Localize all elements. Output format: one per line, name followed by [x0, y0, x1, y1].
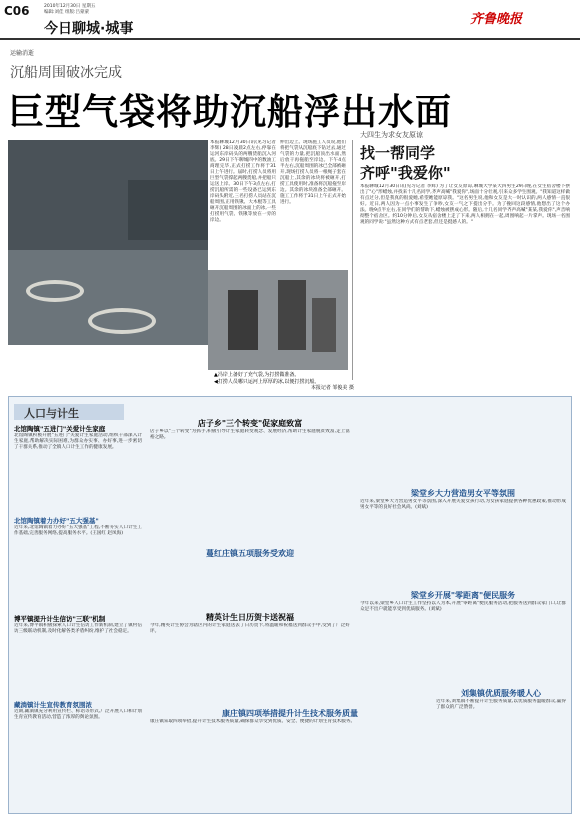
center-story-head: 店子乡"三个转变"促家庭致富: [197, 419, 303, 428]
left-story-body: 北馆陶镇积极开展"五进门"关爱计生家庭活动,组织干部深入计生家庭,帮助解决实际困难,为群众办实事、办好事,进一步密切了干群关系,推动了全镇人口计生工作的健康发展。: [14, 433, 142, 450]
story-col-1: 本报聊城12月30日讯(见习记者 李辉) 28日凌晨2点左右,停靠在运河东岸码头的两艘货船沉入河底。29日下午聊城四中的数油工商理完毕,正式打捞工作将于31日上午进行。届时,打捞人员将用巨型气袋撑起两艘货船,并把船只运送上岸。30日下午3点左右,打捞沉船所需的一些设备已运到东岸码头附近,三名打捞人员站在沉船周围,正用铁锹、大木棍等工具砸开沉船周围的冰面上的冰,一些打捞用气袋、铁锹等放在一旁的岸边。: [210, 140, 276, 223]
person-headline-2: 齐呼"我爱你": [360, 164, 451, 182]
left-story-head: 北馆陶镇着力办好"五大强基": [14, 517, 99, 525]
airbag-ring: [88, 308, 156, 334]
left-story: [14, 614, 142, 687]
right-story-head: 刘集镇优质服务暖人心: [461, 689, 541, 698]
box-title: 人口与计生: [24, 407, 79, 420]
left-story-head: 博平镇提升计生信访"三联"机制: [14, 615, 106, 623]
caption-line-2: ◀打捞人员哪只运河上厚厚的冰,以便打捞沉船。: [214, 378, 320, 385]
center-story: [150, 418, 350, 535]
right-story-body: 近年来,梁堂乡大力营造男女平等氛围,深入开展关爱女孩行动,为女孩家庭提供各种优惠政策,推动形成男女平等的良好社会风尚。(刘斌): [360, 499, 566, 510]
mid-story-body: 今年,精英计生协会为辖区内的计生家庭送去了日历贺卡,将温暖和祝福送到群众手中,受到了广泛好评。: [150, 623, 350, 634]
right-story-body: 近年来,刘集镇不断提升计生服务质量,以优质服务温暖群众,赢得了群众的广泛赞誉。: [436, 699, 566, 710]
person-body: 本报聊城12月30日讯(见习记者 李辉) 为了让女友原谅,聊城大学某大四男生29日晚,在女生宿舍楼下摆出了"心"形蜡烛,并找来十几名同学,齐声高喊"我爱你",场面十分壮观,引来众多学生围观。"我知道这样做有点过分,但是我真的很爱她,希望她能原谅我。"这名男生说,他和女友是大一时认识的,两人感情一直很好。近日,两人因为一点小事发生了争吵,女友一气之下提出分手。为了挽回这段感情,他想出了这个办法。晚9点半左右,在同学们的帮助下,蜡烛被摆成心形。随后,十几名同学齐声高喊"某某,我爱你",声音响彻整个宿舍区。约10分钟后,女友从宿舍楼上走了下来,两人相拥在一起,周围响起一片掌声。现场一名围观的同学说:"虽然这种方式有点老套,但还是挺感人的。": [360, 184, 570, 225]
box-title-bar: [14, 404, 124, 420]
right-story: [360, 426, 566, 482]
caption-line-1: ▲冯岸上备好了充气袋,为打捞做准备。: [214, 372, 300, 378]
right-story: [436, 688, 566, 807]
newspaper-logo: 齐鲁晚报: [470, 12, 523, 27]
person-headline-1: 找一帮同学: [360, 144, 436, 162]
airbag-ring: [26, 280, 84, 302]
bottom-story: [150, 708, 430, 815]
story-col-2: 伸出边上。现场施工人员说,他们将把气袋从沉船底下钻过去,通过气袋的力量,把沉船顶出水面,然后放干再拖船至岸边。下午4点半左右,沉船周围的冰已全部被砸开,现场打捞人员将一根绳子套在沉船上,其余的冰块将被砸开,打捞工具使用时,准备将沉船拖至岸边。其余的冰块准备全部砸开。施工工作将于31日上午正式开始进行。: [280, 140, 346, 205]
right-story-body: 今年以来,梁堂乡人口计生工作坚持以人为本,开展"零距离"便民服务活动,把服务送到群众家门口,让群众足不出户就能享受到优质服务。(刘斌): [360, 601, 566, 612]
ribbon-1-body: [150, 560, 350, 600]
main-photo: [8, 140, 208, 345]
left-story-body: 近年来,北馆陶镇着力办好"五大强基"工程,不断夯实人口计生工作基础,完善服务网络,提高服务水平。(王国红 赵凤海): [14, 525, 142, 536]
center-story-body: 店子乡以"三个转变"为抓手,积极引导计生家庭转变观念、发展经济,帮助计生家庭脱贫致富,走上富裕之路。: [150, 429, 350, 440]
bottom-story-body: 康庄镇采取四项举措,提升计生技术服务质量,确保群众享受到优质、安全、便捷的计划生育技术服务。: [150, 719, 356, 724]
left-story-head: 北馆陶镇"五进门"关爱计生家庭: [14, 425, 106, 433]
photo-boat: [128, 180, 208, 240]
story-headline: 巨型气袋将助沉船浮出水面: [8, 92, 453, 133]
column-divider: [352, 140, 353, 380]
story-subhead: 沉船周围破冰完成: [10, 65, 122, 81]
left-story-head: 藏淌镇计生宣传教育氛围浓: [14, 701, 92, 709]
section-title: 今日聊城·城事: [44, 21, 134, 37]
photo-caption: [214, 372, 354, 392]
worker-figure: [312, 298, 336, 352]
right-story-head: 梁堂乡开展"零距离"便民服务: [410, 591, 516, 600]
editor-text: 编辑:刘佳 组版:吕蒙蒙: [44, 9, 89, 15]
left-story-body: 近年来,博平镇积极探索人口计生信访工作新机制,建立了镇村信访三级联动机制,及时化解各类矛盾纠纷,维护了社会稳定。: [14, 623, 142, 634]
date-text: 2010年12月30日 星期五: [44, 4, 96, 9]
header-rule: [0, 38, 580, 40]
person-kicker: 大四生为求女友原谅: [360, 131, 423, 139]
left-story: [14, 516, 142, 597]
right-story: [360, 488, 566, 589]
left-story: [14, 424, 142, 505]
left-story-body: 近期,藏淌镇充分利用宣传栏、标语等形式,广泛开展人口和计划生育宣传教育活动,营造了浓厚的舆论氛围。: [14, 709, 142, 720]
story-kicker: 运输消逝: [10, 50, 35, 57]
right-story-head: 梁堂乡大力营造男女平等氛围: [411, 489, 515, 498]
mid-story: [150, 612, 350, 707]
bottom-story-head: 康庄镇四项举措提升计生技术服务质量: [222, 709, 358, 718]
worker-figure: [278, 280, 306, 350]
date-line: [44, 4, 95, 15]
ribbon-1: 蔓红庄镇五项服务受欢迎: [206, 549, 294, 558]
worker-figure: [228, 290, 258, 350]
right-intro-body: [360, 426, 566, 482]
left-story: [14, 700, 142, 809]
right-story: [360, 590, 566, 685]
page-number: C06: [4, 4, 30, 18]
photo-credit: 本报记者 邹俊美 摄: [310, 385, 354, 391]
worker-photo: [208, 270, 348, 370]
mid-story-head: 精英计生日历贺卡送祝福: [206, 613, 294, 622]
